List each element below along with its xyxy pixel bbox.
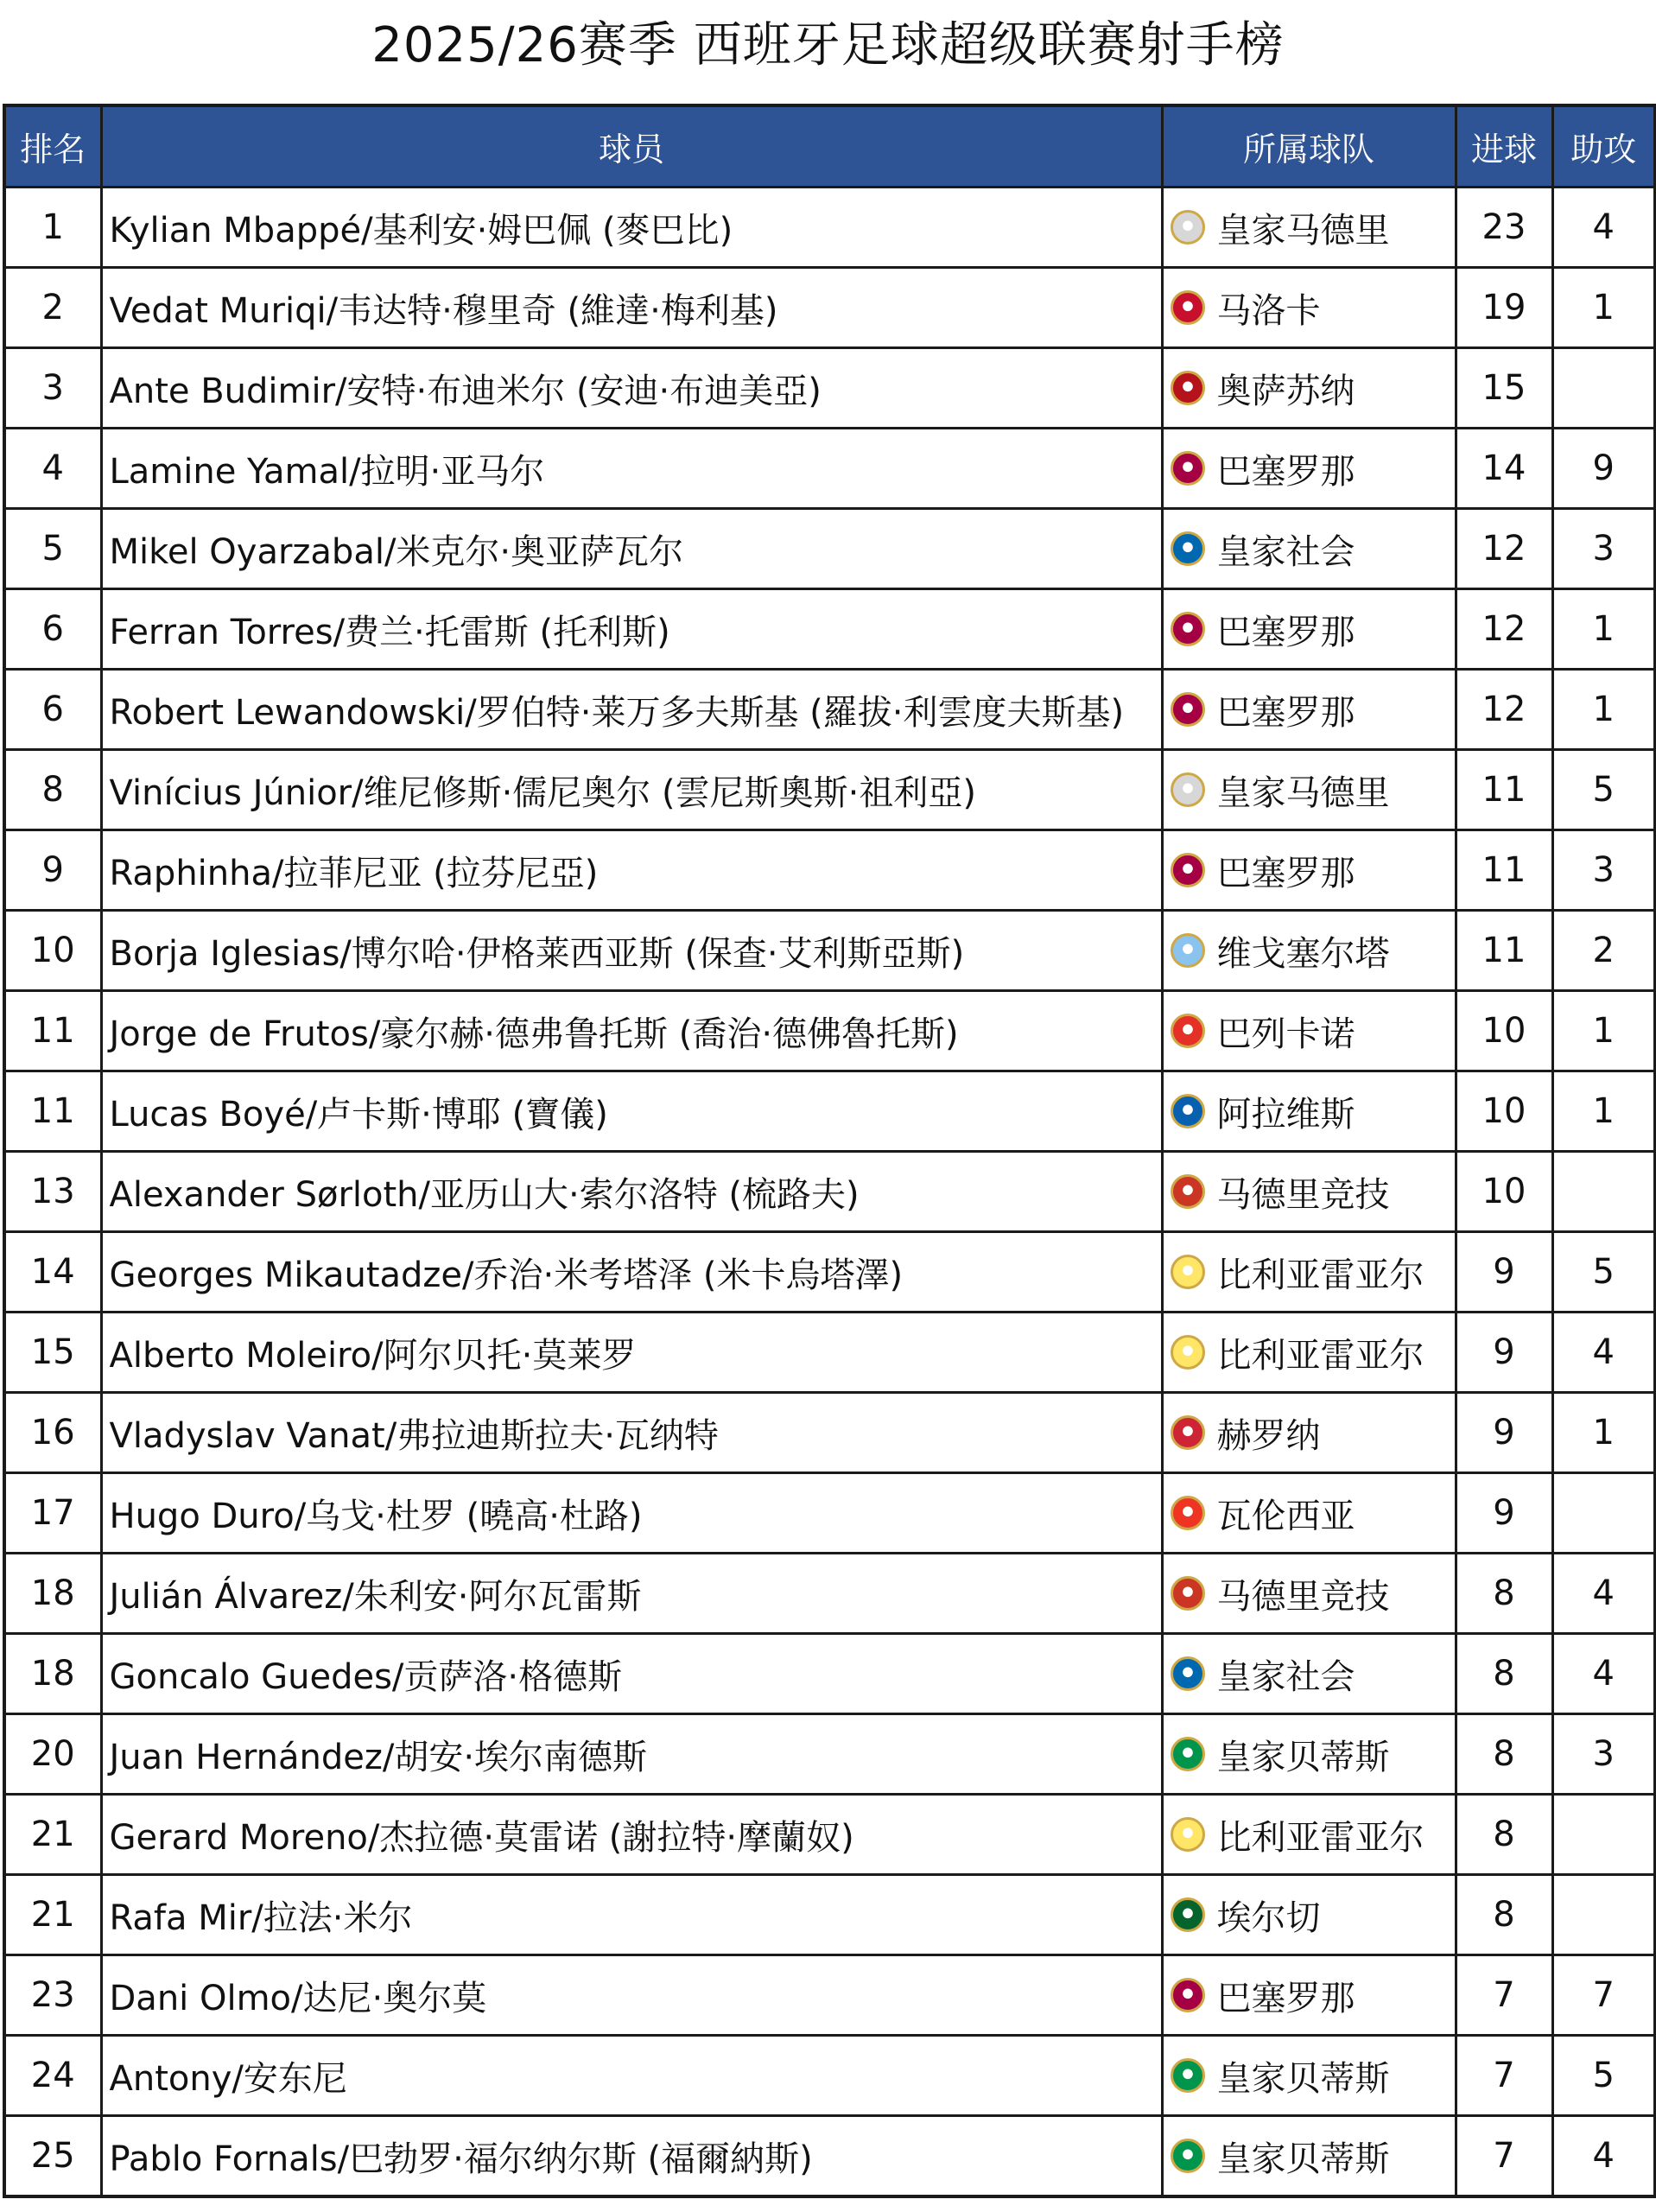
team-name: 比利亚雷亚尔 [1216,1817,1424,1858]
team-cell [1162,2036,1456,2116]
rank-cell: 11 [4,1071,101,1152]
rank-cell: 10 [4,911,101,991]
rank-cell: 4 [4,429,101,509]
player-name-cell: Julián Álvarez/朱利安·阿尔瓦雷斯 [101,1554,1162,1634]
table-row [4,1071,1655,1152]
assists-cell: 4 [1552,2116,1655,2197]
table-body [4,188,1655,2197]
goals-cell: 7 [1456,2116,1552,2197]
rank-cell: 13 [4,1152,101,1232]
team-name: 瓦伦西亚 [1216,1496,1355,1536]
team-crest-icon [1171,1174,1205,1209]
table-row [4,1313,1655,1393]
team-crest-icon [1171,210,1205,245]
team-name: 皇家贝蒂斯 [1216,2058,1390,2099]
goals-cell: 12 [1456,509,1552,589]
player-name-cell: Ante Budimir/安特·布迪米尔 (安迪·布迪美亞) [101,348,1162,429]
assists-cell: 1 [1552,268,1655,348]
team-crest-icon [1171,1335,1205,1370]
team-crest-icon [1171,772,1205,807]
player-name-cell: Raphinha/拉菲尼亚 (拉芬尼亞) [101,830,1162,911]
table-row [4,589,1655,670]
rank-cell: 2 [4,268,101,348]
player-name-cell: Dani Olmo/达尼·奥尔莫 [101,1955,1162,2036]
rank-cell: 6 [4,589,101,670]
goals-cell: 7 [1456,2036,1552,2116]
rank-cell: 16 [4,1393,101,1473]
table-row [4,509,1655,589]
rank-cell: 3 [4,348,101,429]
rank-cell: 5 [4,509,101,589]
player-name-cell: Vladyslav Vanat/弗拉迪斯拉夫·瓦纳特 [101,1393,1162,1473]
rank-cell: 8 [4,750,101,830]
table-row [4,1634,1655,1714]
player-name-cell: Gerard Moreno/杰拉德·莫雷诺 (謝拉特·摩蘭奴) [101,1795,1162,1875]
team-name: 奥萨苏纳 [1216,371,1355,411]
assists-cell: 3 [1552,830,1655,911]
assists-cell: 5 [1552,750,1655,830]
goals-cell: 12 [1456,589,1552,670]
team-name: 赫罗纳 [1216,1415,1321,1456]
table-row [4,1795,1655,1875]
player-name-cell: Kylian Mbappé/基利安·姆巴佩 (麥巴比) [101,188,1162,268]
team-crest-icon [1171,933,1205,968]
team-crest-icon [1171,692,1205,727]
assists-cell: 4 [1552,188,1655,268]
goals-cell: 12 [1456,670,1552,750]
team-name: 巴列卡诺 [1216,1014,1355,1054]
table-row [4,1714,1655,1795]
player-name-cell: Robert Lewandowski/罗伯特·莱万多夫斯基 (羅拔·利雲度夫斯基) [101,670,1162,750]
team-crest-icon [1171,1496,1205,1530]
team-name: 皇家马德里 [1216,210,1390,251]
goals-cell: 8 [1456,1634,1552,1714]
team-column-header: 所属球队 [1162,105,1456,188]
goals-cell: 8 [1456,1795,1552,1875]
team-name: 巴塞罗那 [1216,451,1355,492]
table-row [4,750,1655,830]
goals-cell: 11 [1456,830,1552,911]
assists-cell: 7 [1552,1955,1655,2036]
team-cell [1162,1152,1456,1232]
team-crest-icon [1171,1978,1205,2012]
table-row [4,1393,1655,1473]
header-row [4,105,1655,188]
player-name-cell: Juan Hernández/胡安·埃尔南德斯 [101,1714,1162,1795]
team-name: 马德里竞技 [1216,1174,1390,1215]
team-crest-icon [1171,2058,1205,2093]
team-name: 比利亚雷亚尔 [1216,1335,1424,1376]
table-row [4,2036,1655,2116]
assists-cell: 5 [1552,1232,1655,1313]
team-name: 阿拉维斯 [1216,1094,1355,1135]
team-name: 埃尔切 [1216,1897,1321,1938]
page-title: 2025/26赛季 西班牙足球超级联赛射手榜 [371,17,1285,73]
table-row [4,1875,1655,1955]
table-row [4,429,1655,509]
team-cell [1162,1473,1456,1554]
rank-cell: 24 [4,2036,101,2116]
team-cell [1162,188,1456,268]
team-name: 皇家贝蒂斯 [1216,2139,1390,2179]
team-cell [1162,1554,1456,1634]
assists-cell: 1 [1552,1393,1655,1473]
team-cell [1162,268,1456,348]
rank-cell: 11 [4,991,101,1071]
team-cell [1162,509,1456,589]
rank-cell: 18 [4,1554,101,1634]
team-cell [1162,1955,1456,2036]
rank-cell: 1 [4,188,101,268]
rank-cell: 17 [4,1473,101,1554]
team-cell [1162,1875,1456,1955]
rank-cell: 9 [4,830,101,911]
assists-cell: 2 [1552,911,1655,991]
rank-cell: 6 [4,670,101,750]
assists-cell: 3 [1552,509,1655,589]
rank-cell: 21 [4,1795,101,1875]
assists-cell: 9 [1552,429,1655,509]
team-name: 皇家贝蒂斯 [1216,1737,1390,1777]
team-cell [1162,1232,1456,1313]
player-name-cell: Vinícius Júnior/维尼修斯·儒尼奥尔 (雲尼斯奧斯·祖利亞) [101,750,1162,830]
team-name: 巴塞罗那 [1216,1978,1355,2018]
goals-cell: 14 [1456,429,1552,509]
team-cell [1162,429,1456,509]
team-cell [1162,1071,1456,1152]
team-cell [1162,1313,1456,1393]
player-name-cell: Goncalo Guedes/贡萨洛·格德斯 [101,1634,1162,1714]
team-crest-icon [1171,1656,1205,1691]
team-name: 维戈塞尔塔 [1216,933,1390,974]
assists-cell [1552,1795,1655,1875]
team-crest-icon [1171,1897,1205,1932]
goals-cell: 23 [1456,188,1552,268]
goals-cell: 15 [1456,348,1552,429]
assists-cell: 3 [1552,1714,1655,1795]
rank-cell: 18 [4,1634,101,1714]
top-scorers-table [3,104,1656,2198]
assists-cell: 4 [1552,1313,1655,1393]
table-row [4,188,1655,268]
team-cell [1162,991,1456,1071]
team-name: 比利亚雷亚尔 [1216,1255,1424,1295]
table-row [4,268,1655,348]
player-name-cell: Georges Mikautadze/乔治·米考塔泽 (米卡烏塔澤) [101,1232,1162,1313]
goals-cell: 10 [1456,991,1552,1071]
goals-cell: 7 [1456,1955,1552,2036]
team-name: 巴塞罗那 [1216,853,1355,893]
team-crest-icon [1171,2139,1205,2173]
player-name-cell: Antony/安东尼 [101,2036,1162,2116]
goals-cell: 9 [1456,1313,1552,1393]
team-crest-icon [1171,290,1205,325]
assists-cell [1552,1152,1655,1232]
rank-cell: 14 [4,1232,101,1313]
team-cell [1162,911,1456,991]
assists-cell: 1 [1552,670,1655,750]
assists-cell [1552,348,1655,429]
goals-cell: 9 [1456,1232,1552,1313]
team-cell [1162,830,1456,911]
goals-cell: 8 [1456,1714,1552,1795]
team-name: 巴塞罗那 [1216,612,1355,652]
player-name-cell: Hugo Duro/乌戈·杜罗 (曉高·杜路) [101,1473,1162,1554]
table-row [4,1473,1655,1554]
team-crest-icon [1171,531,1205,566]
player-name-cell: Rafa Mir/拉法·米尔 [101,1875,1162,1955]
team-crest-icon [1171,1014,1205,1048]
table-row [4,911,1655,991]
assists-cell: 1 [1552,1071,1655,1152]
player-name-cell: Vedat Muriqi/韦达特·穆里奇 (維達·梅利基) [101,268,1162,348]
table-row [4,670,1655,750]
player-name-cell: Lucas Boyé/卢卡斯·博耶 (寶儀) [101,1071,1162,1152]
player-column-header: 球员 [101,105,1162,188]
team-crest-icon [1171,451,1205,486]
team-cell [1162,1634,1456,1714]
team-cell [1162,750,1456,830]
team-name: 皇家社会 [1216,1656,1355,1697]
goals-cell: 8 [1456,1554,1552,1634]
assists-cell: 4 [1552,1554,1655,1634]
team-name: 马德里竞技 [1216,1576,1390,1617]
goals-cell: 10 [1456,1071,1552,1152]
goals-cell: 8 [1456,1875,1552,1955]
team-cell [1162,1795,1456,1875]
team-cell [1162,1714,1456,1795]
assists-cell [1552,1473,1655,1554]
assists-cell: 1 [1552,589,1655,670]
team-crest-icon [1171,1737,1205,1771]
player-name-cell: Jorge de Frutos/豪尔赫·德弗鲁托斯 (喬治·德佛魯托斯) [101,991,1162,1071]
goals-column-header: 进球 [1456,105,1552,188]
goals-cell: 11 [1456,750,1552,830]
team-name: 巴塞罗那 [1216,692,1355,733]
table-row [4,1554,1655,1634]
player-name-cell: Lamine Yamal/拉明·亚马尔 [101,429,1162,509]
assists-cell: 1 [1552,991,1655,1071]
table-row [4,1955,1655,2036]
assists-cell: 5 [1552,2036,1655,2116]
rank-cell: 23 [4,1955,101,2036]
player-name-cell: Ferran Torres/费兰·托雷斯 (托利斯) [101,589,1162,670]
team-crest-icon [1171,1817,1205,1852]
team-cell [1162,348,1456,429]
team-cell [1162,589,1456,670]
table-row [4,348,1655,429]
player-name-cell: Borja Iglesias/博尔哈·伊格莱西亚斯 (保查·艾利斯亞斯) [101,911,1162,991]
table-row [4,1232,1655,1313]
table-row [4,830,1655,911]
team-crest-icon [1171,371,1205,405]
team-crest-icon [1171,1576,1205,1611]
player-name-cell: Pablo Fornals/巴勃罗·福尔纳尔斯 (福爾納斯) [101,2116,1162,2197]
team-crest-icon [1171,853,1205,887]
team-name: 皇家马德里 [1216,772,1390,813]
assists-cell [1552,1875,1655,1955]
rank-cell: 25 [4,2116,101,2197]
table-row [4,991,1655,1071]
team-cell [1162,670,1456,750]
goals-cell: 9 [1456,1393,1552,1473]
team-cell [1162,2116,1456,2197]
team-name: 皇家社会 [1216,531,1355,572]
team-crest-icon [1171,612,1205,646]
goals-cell: 19 [1456,268,1552,348]
team-name: 马洛卡 [1216,290,1321,331]
rank-cell: 15 [4,1313,101,1393]
rank-column-header: 排名 [4,105,101,188]
player-name-cell: Alexander Sørloth/亚历山大·索尔洛特 (梳路夫) [101,1152,1162,1232]
team-crest-icon [1171,1415,1205,1450]
assists-column-header: 助攻 [1552,105,1655,188]
player-name-cell: Alberto Moleiro/阿尔贝托·莫莱罗 [101,1313,1162,1393]
goals-cell: 9 [1456,1473,1552,1554]
table-row [4,2116,1655,2197]
player-name-cell: Mikel Oyarzabal/米克尔·奥亚萨瓦尔 [101,509,1162,589]
team-cell [1162,1393,1456,1473]
team-crest-icon [1171,1094,1205,1128]
goals-cell: 10 [1456,1152,1552,1232]
table-row [4,1152,1655,1232]
rank-cell: 21 [4,1875,101,1955]
goals-cell: 11 [1456,911,1552,991]
team-crest-icon [1171,1255,1205,1289]
assists-cell: 4 [1552,1634,1655,1714]
rank-cell: 20 [4,1714,101,1795]
